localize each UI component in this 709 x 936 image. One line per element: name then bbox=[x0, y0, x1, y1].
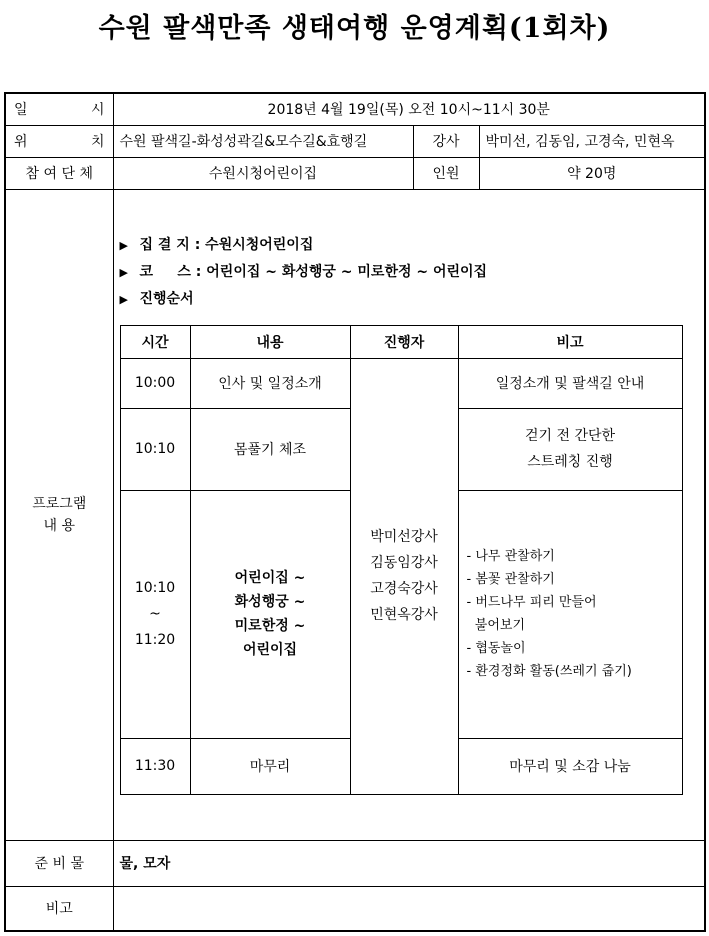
location-label-1: 위 bbox=[14, 134, 28, 150]
group-value: 수원시청어린이집 bbox=[113, 157, 413, 189]
order-bullet bbox=[120, 286, 488, 313]
note-cell: 마무리 및 소감 나눔 bbox=[458, 738, 682, 794]
note-cell: 일정소개 및 팔색길 안내 bbox=[458, 358, 682, 408]
supplies-value: 물, 모자 bbox=[113, 840, 705, 886]
program-label-1: 프로그램 bbox=[32, 495, 87, 512]
program-row bbox=[5, 189, 705, 840]
time-cell: 10:00 bbox=[120, 358, 190, 408]
date-label-2: 시 bbox=[90, 102, 105, 119]
header-note: 비고 bbox=[458, 325, 682, 358]
meeting-text: 집 결 지 : 수원시청어린이집 bbox=[139, 236, 314, 253]
remarks-value bbox=[113, 886, 705, 931]
note-cell bbox=[458, 490, 682, 738]
content-line-3: 미로한정 ~ bbox=[234, 618, 306, 634]
note-cell bbox=[458, 408, 682, 490]
supplies-label: 준 비 물 bbox=[5, 840, 113, 886]
program-bullets bbox=[120, 232, 488, 313]
time-cell: 10:10 bbox=[120, 408, 190, 490]
date-label-cell bbox=[5, 93, 113, 125]
note-item-5: - 협동놀이 bbox=[466, 641, 526, 656]
schedule-row bbox=[120, 358, 682, 408]
count-value: 약 20명 bbox=[479, 157, 705, 189]
content-line-2: 화성행궁 ~ bbox=[234, 594, 306, 610]
plan-table bbox=[4, 92, 706, 932]
remarks-row bbox=[5, 886, 705, 931]
group-row bbox=[5, 157, 705, 189]
content-cell: 몸풀기 체조 bbox=[190, 408, 350, 490]
note-item-6: - 환경정화 활동(쓰레기 줍기) bbox=[466, 664, 632, 679]
header-content: 내용 bbox=[190, 325, 350, 358]
program-label-cell bbox=[5, 189, 113, 840]
content-cell bbox=[190, 490, 350, 738]
date-label-1: 일 bbox=[14, 102, 28, 119]
note-item-1: - 나무 관찰하기 bbox=[466, 549, 555, 564]
supplies-row bbox=[5, 840, 705, 886]
schedule-header bbox=[120, 325, 682, 358]
time-end: 11:20 bbox=[134, 632, 176, 648]
arrow-icon: ▶ bbox=[119, 238, 128, 252]
time-cell: 11:30 bbox=[120, 738, 190, 794]
location-label-2: 치 bbox=[90, 134, 105, 150]
content-line-4: 어린이집 bbox=[242, 642, 298, 658]
meeting-bullet bbox=[120, 232, 488, 259]
page-title: 수원 팔색만족 생태여행 운영계획(1회차) bbox=[98, 13, 611, 44]
time-cell bbox=[120, 490, 190, 738]
course-bullet bbox=[120, 259, 488, 286]
arrow-icon: ▶ bbox=[119, 292, 128, 306]
arrow-icon: ▶ bbox=[119, 265, 128, 279]
date-row bbox=[5, 93, 705, 125]
leader-3: 고경숙강사 bbox=[370, 581, 438, 597]
leader-2: 김동임강사 bbox=[370, 555, 438, 571]
header-time: 시간 bbox=[120, 325, 190, 358]
instructor-value: 박미선, 김동임, 고경숙, 민현옥 bbox=[479, 125, 705, 157]
content-cell: 인사 및 일정소개 bbox=[190, 358, 350, 408]
program-content bbox=[113, 189, 705, 840]
content-line-1: 어린이집 ~ bbox=[234, 570, 306, 586]
location-value: 수원 팔색길-화성성곽길&모수길&효행길 bbox=[113, 125, 413, 157]
note-line-1: 걷기 전 간단한 bbox=[524, 428, 616, 444]
note-item-4: 불어보기 bbox=[466, 618, 525, 633]
note-item-3: - 버드나무 피리 만들어 bbox=[466, 595, 597, 610]
order-text: 진행순서 bbox=[139, 290, 194, 307]
leader-4: 민현옥강사 bbox=[370, 607, 438, 623]
program-label-2: 내 용 bbox=[43, 517, 75, 534]
time-start: 10:10 bbox=[134, 580, 176, 596]
location-row bbox=[5, 125, 705, 157]
location-label-cell bbox=[5, 125, 113, 157]
content-cell: 마무리 bbox=[190, 738, 350, 794]
instructor-label: 강사 bbox=[413, 125, 479, 157]
count-label: 인원 bbox=[413, 157, 479, 189]
note-item-2: - 봄꽃 관찰하기 bbox=[466, 572, 555, 587]
time-sep: ~ bbox=[149, 606, 161, 622]
note-line-2: 스트레칭 진행 bbox=[527, 454, 613, 470]
group-label: 참 여 단 체 bbox=[5, 157, 113, 189]
course-text: 코 스 : 어린이집 ~ 화성행궁 ~ 미로한정 ~ 어린이집 bbox=[139, 263, 488, 280]
schedule-table bbox=[120, 325, 683, 795]
leader-1: 박미선강사 bbox=[370, 529, 438, 545]
header-leader: 진행자 bbox=[350, 325, 458, 358]
date-value: 2018년 4월 19일(목) 오전 10시~11시 30분 bbox=[113, 93, 705, 125]
leaders-cell bbox=[350, 358, 458, 794]
remarks-label: 비고 bbox=[5, 886, 113, 931]
